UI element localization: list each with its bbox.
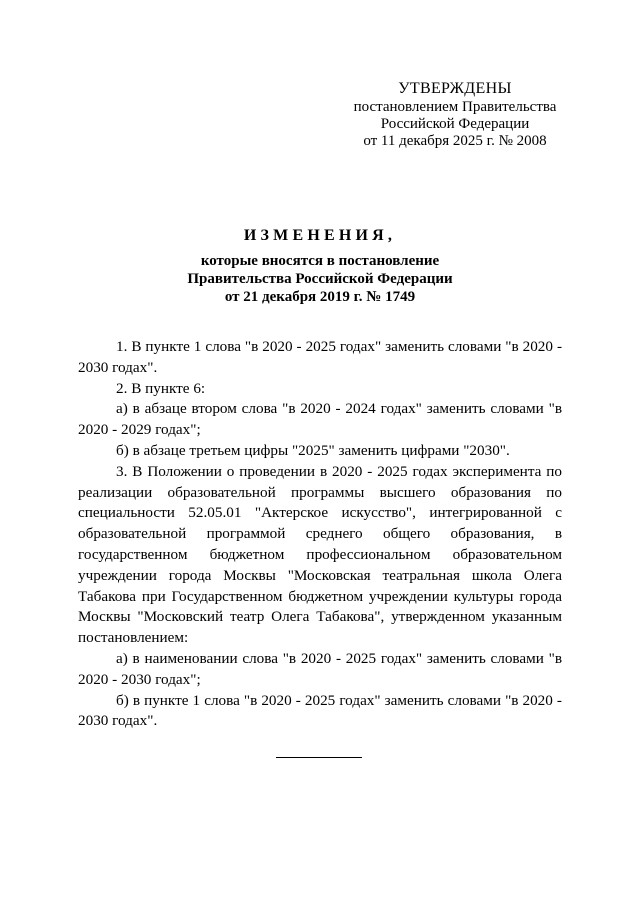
paragraph-item-2: 2. В пункте 6: — [116, 379, 206, 397]
document-body — [78, 337, 562, 732]
paragraph-item-1: 1. В пункте 1 слова "в 2020 - 2025 годах" заменить словами "в 2020 - 2030 годах". — [78, 338, 562, 376]
approval-date-number: от 11 декабря 2025 г. № 2008 — [363, 133, 547, 149]
paragraph-item-3: 3. В Положении о проведении в 2020 - 2025 годах эксперимента по реализации образовательной программы высшего образования по специальности 52.05.01 "Актерское искусство", интегрированной с образовательной программой среднего общего образования, в государственном бюджетном профессиональном образовательном учреждении города Москвы "Московская театральная школа Олега Табакова при Государственном бюджетном учреждении культуры города Москвы "Московский театр Олега Табакова", утвержденном указанным постановлением: — [78, 462, 562, 647]
approval-stamp: УТВЕРЖДЕНЫ — [398, 80, 512, 97]
approval-line: Российской Федерации — [380, 116, 530, 132]
title-subtitle-line: которые вносятся в постановление — [200, 253, 440, 269]
paragraph-item-2a: а) в абзаце втором слова "в 2020 - 2024 годах" заменить словами "в 2020 - 2029 годах"; — [78, 400, 562, 439]
closing-divider — [276, 757, 362, 758]
paragraph-item-3a: а) в наименовании слова "в 2020 - 2025 годах" заменить словами "в 2020 - 2030 годах"; — [78, 649, 562, 688]
paragraph-item-3b: б) в пункте 1 слова "в 2020 - 2025 годах" заменить словами "в 2020 - 2030 годах". — [78, 691, 562, 730]
paragraph-item-2b: б) в абзаце третьем цифры "2025" заменить цифрами "2030". — [116, 441, 510, 459]
approval-block — [340, 80, 570, 150]
title-heading: ИЗМЕНЕНИЯ, — [243, 227, 397, 244]
title-subtitle-line: от 21 декабря 2019 г. № 1749 — [224, 289, 416, 305]
approval-line: постановлением Правительства — [353, 99, 557, 115]
title-subtitle-line: Правительства Российской Федерации — [187, 271, 453, 287]
document-title — [0, 226, 640, 306]
